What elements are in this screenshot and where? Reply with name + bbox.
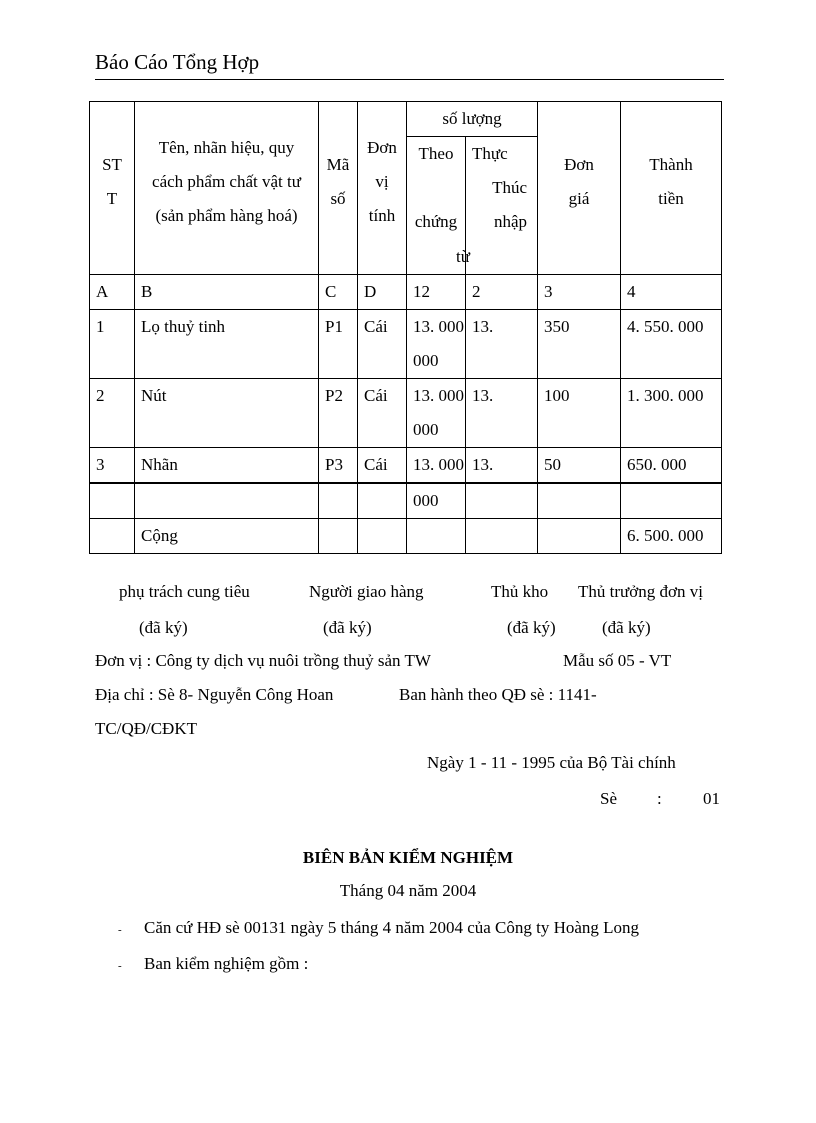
form-number: Mẫu số 05 - VT — [563, 651, 672, 670]
header-price: Đơn giá — [538, 102, 621, 275]
signature-role-deliverer: Người giao hàng — [309, 582, 424, 601]
inventory-table — [89, 101, 722, 554]
decision-line: Ban hành theo QĐ sè : 1141- — [399, 685, 597, 704]
decision-date: Ngày 1 - 11 - 1995 của Bộ Tài chính — [427, 753, 676, 772]
doc-number-value: 01 — [703, 789, 720, 808]
header-qty-doc: Theo chứng từ — [407, 137, 466, 275]
signature-role-storekeeper: Thủ kho — [491, 582, 549, 601]
document-title: BIÊN BẢN KIỂM NGHIỆM — [302, 848, 514, 867]
doc-number-colon: : — [657, 789, 662, 808]
table-row-continuation: 000 — [90, 483, 722, 519]
table-header-row — [90, 102, 722, 137]
signature-signed: (đã ký) — [139, 618, 188, 637]
document-subtitle: Tháng 04 năm 2004 — [339, 881, 477, 900]
signature-signed: (đã ký) — [323, 618, 372, 637]
header-amount: Thành tiền — [621, 102, 722, 275]
header-name: Tên, nhãn hiệu, quy cách phẩm chất vật tư (sản phẩm hàng hoá) — [135, 102, 319, 275]
header-rule — [95, 79, 724, 80]
bullet-mark: - — [118, 960, 122, 972]
signature-role-purchasing: phụ trách cung tiêu — [119, 582, 250, 601]
list-item: Căn cứ HĐ sè 00131 ngày 5 tháng 4 năm 2004 của Công ty Hoàng Long — [144, 918, 640, 937]
table-code-row: A B C D 12 2 3 4 — [90, 275, 722, 310]
table-row: 2 Nút P2 Cái 13. 000 000 13. 100 1. 300. 000 — [90, 379, 722, 448]
header-code: Mã số — [319, 102, 358, 275]
header-unit: Đơn vị tính — [358, 102, 407, 275]
header-stt: ST T — [90, 102, 135, 275]
bullet-mark: - — [118, 924, 122, 936]
signature-signed: (đã ký) — [602, 618, 651, 637]
table-total-row: Cộng 6. 500. 000 — [90, 519, 722, 554]
signature-signed: (đã ký) — [507, 618, 556, 637]
company-unit: Đơn vị : Công ty dịch vụ nuôi trồng thuỷ sản TW — [95, 651, 431, 670]
header-qty-real: Thực Thúc nhập — [466, 137, 538, 275]
table-row: 3 Nhãn P3 Cái 13. 000 13. 50 650. 000 — [90, 448, 722, 484]
signature-role-head: Thủ trưởng đơn vị — [578, 582, 703, 601]
company-address: Địa chỉ : Sè 8- Nguyễn Công Hoan — [95, 685, 334, 704]
header-qty-group: số lượng — [407, 102, 538, 137]
page-header-title: Báo Cáo Tổng Hợp — [95, 50, 260, 74]
doc-number-label: Sè — [600, 789, 617, 808]
decision-code: TC/QĐ/CĐKT — [95, 719, 197, 738]
list-item: Ban kiểm nghiệm gồm : — [144, 954, 309, 973]
table-row: 1 Lọ thuỷ tinh P1 Cái 13. 000 000 13. 350 4. 550. 000 — [90, 310, 722, 379]
